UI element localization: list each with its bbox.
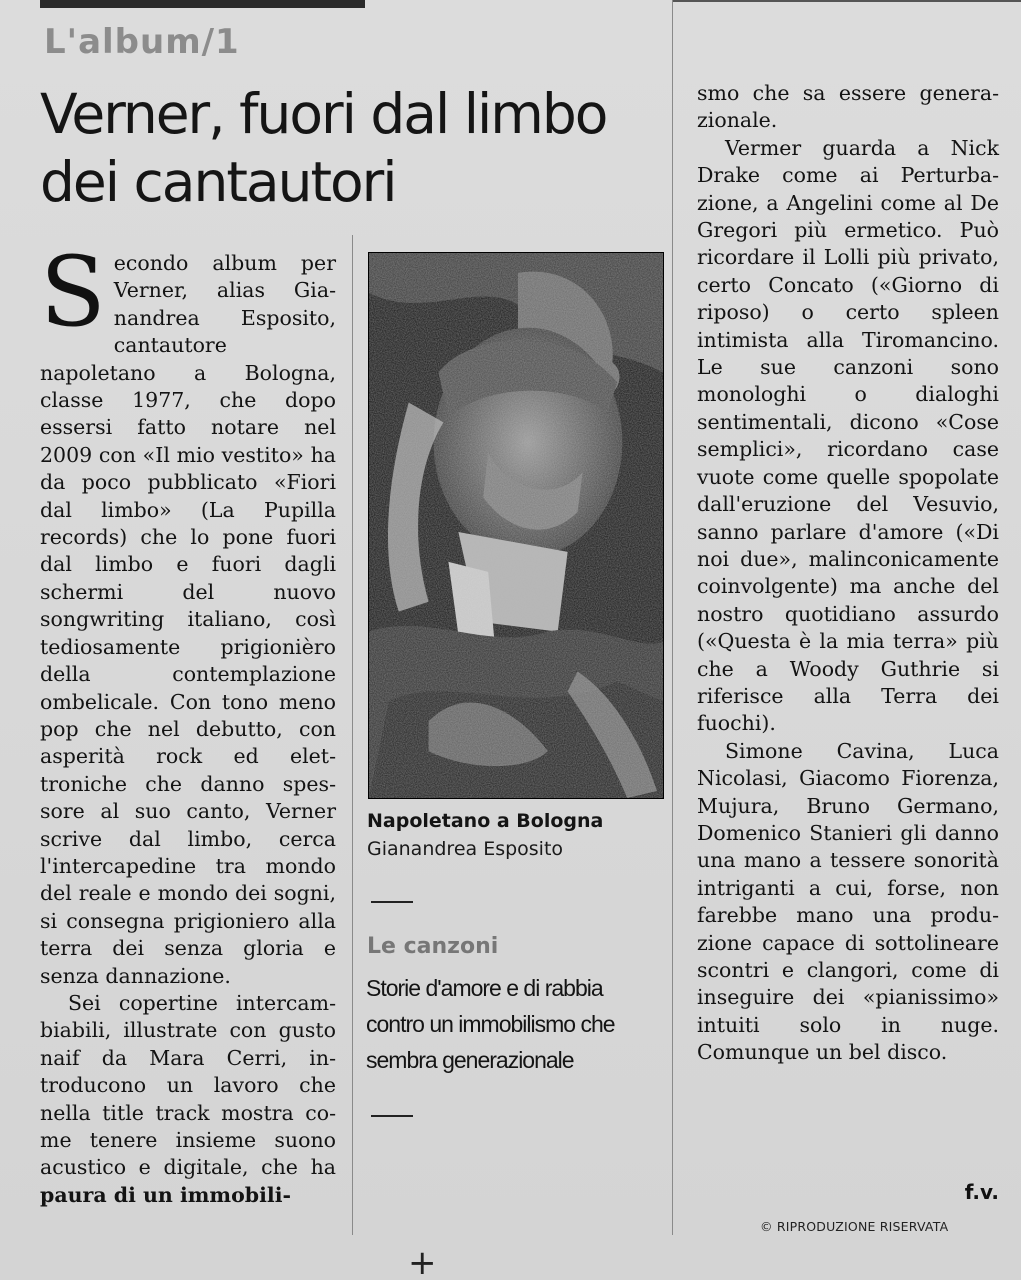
article-paragraph: Simone Cavina, Luca Nicolasi, Giacomo Fiorenza, Mujura, Bruno Germano, Domenico Stanieri gli danno una mano a tessere sonorità intriganti a cui, forse, non farebbe mano una produzione capace di sottolineare scontri e clangori, come di inseguire dei «pianissimo» intuiti solo in nuge. Comunque un bel disco. [697, 738, 999, 1065]
top-rule [40, 0, 365, 8]
artist-photo [368, 252, 664, 799]
short-divider [371, 1115, 413, 1117]
article-column-1 [40, 236, 336, 1209]
headline: Verner, fuori dal limbo dei cantautori [40, 82, 607, 214]
registration-mark: + [408, 1243, 437, 1280]
article-paragraph: Secondo album per Verner, alias Gianandrea Esposito, cantautore napoletano a Bologna, classe 1977, che dopo essersi fatto notare nel 2009 con «Il mio vestito» ha da poco pubblicato «Fiori dal limbo» (La Pupilla records) che lo pone fuori dal limbo e fuori dagli schermi del nuovo songwriting italiano, così tediosamente prigionièro della contemplazione ombelicale. Con tono meno pop che nel debutto, con asperità rock ed elettroniche che danno spessore al suo canto, Verner scrive dal limbo, cerca l'intercapedine tra mondo del reale e mondo dei sogni, si consegna prigioniero alla terra dei senza gloria e senza dannazione. [40, 236, 336, 988]
article-paragraph: Sei copertine intercambiabili, illustrate con gusto naif da Mara Cerri, introducono un lavoro che nella title track mostra come tenere insieme suono acustico e digitale, che ha paura di un immobili- [40, 990, 336, 1207]
copyright-notice: © RIPRODUZIONE RISERVATA [760, 1219, 949, 1234]
drop-cap: S [40, 236, 106, 348]
column-divider [352, 235, 353, 1235]
short-divider [371, 901, 413, 903]
column-divider [672, 0, 673, 1235]
sidebar-title: Le canzoni [367, 934, 499, 959]
article-paragraph: smo che sa essere generazionale. [697, 81, 999, 133]
photo-caption-title: Napoletano a Bologna [367, 810, 604, 832]
author-signature: f.v. [964, 1180, 999, 1204]
photo-caption-name: Gianandrea Esposito [367, 838, 564, 860]
article-paragraph: Vermer guarda a Nick Drake come ai Perturbazione, a Angelini come al De Gregori più ermetico. Può ricordare il Lolli più privato, certo Concato («Giorno di riposo) o certo spleen intimista alla Tiromancino. Le sue canzoni sono monologhi o dialoghi sentimentali, dicono «Cose semplici», ricordano case vuote come quelle spopolate dall'eruzione del Vesuvio, sanno parlare d'amore («Di noi due», malinconicamente coinvolgente) ma anche del nostro quotidiano assurdo («Questa è la mia terra» più che a Woody Guthrie si riferisce alla Terra dei fuochi). [697, 135, 999, 736]
sidebar-text: Storie d'amore e di rabbia contro un immobilismo che sembra generazionale [366, 975, 615, 1073]
article-column-3 [697, 80, 999, 1067]
photo-image [369, 253, 663, 798]
article-paragraph-tail: paura di un immobili- [40, 1182, 291, 1207]
section-kicker: L'album/1 [44, 22, 240, 62]
top-rule-thin [672, 0, 1021, 2]
